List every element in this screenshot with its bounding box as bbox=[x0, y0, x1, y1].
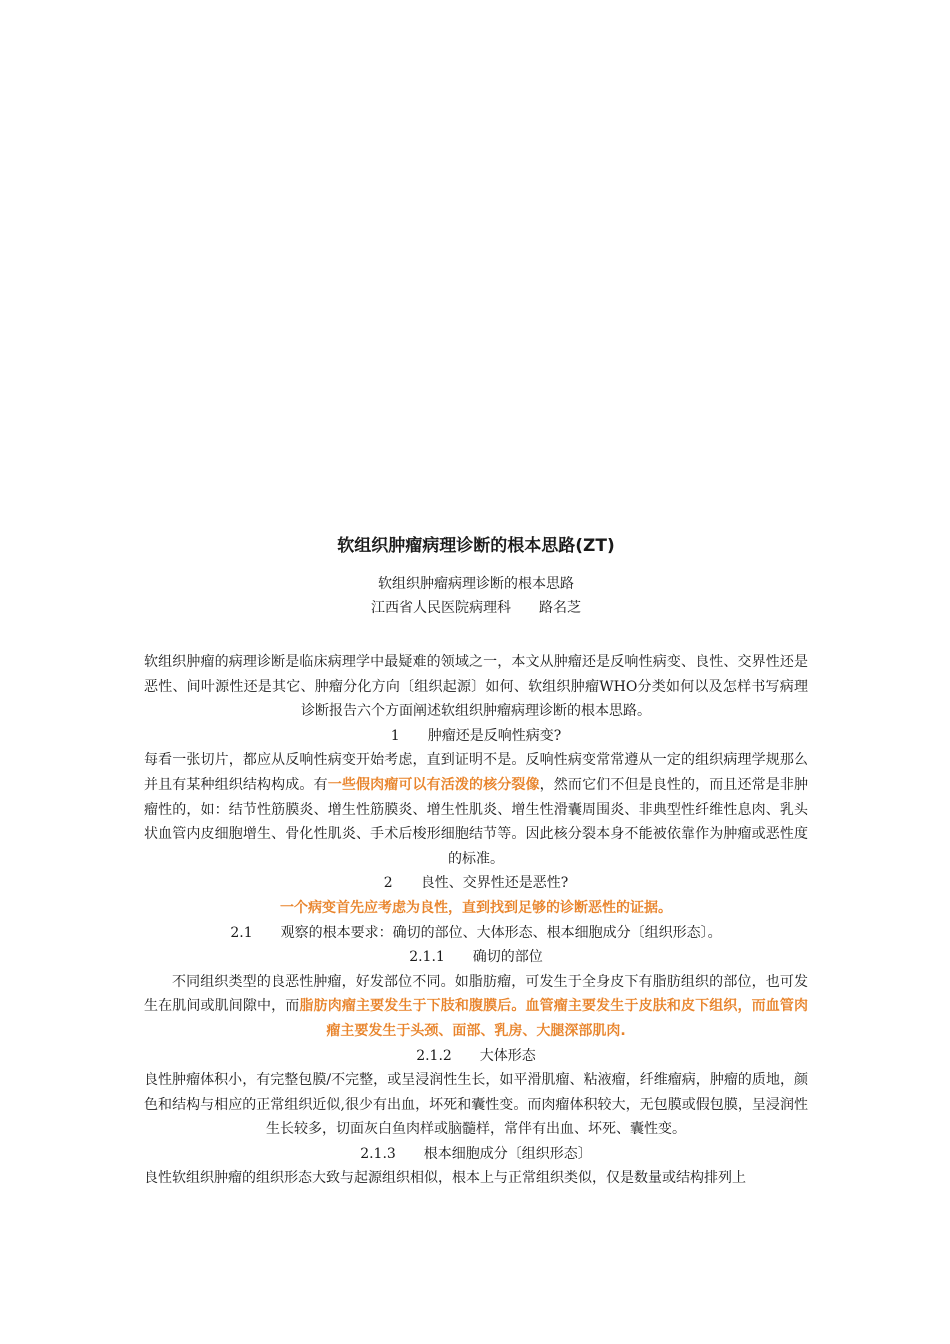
author-line: 江西省人民医院病理科 路名芝 bbox=[371, 600, 581, 616]
section-2-1-2-heading: 2.1.2 大体形态 bbox=[416, 1047, 536, 1064]
section-2-1-heading: 2.1 观察的根本要求：确切的部位、大体形态、根本细胞成分〔组织形态〕。 bbox=[230, 924, 722, 941]
document-title: 软组织肿瘤病理诊断的根本思路(ZT) bbox=[337, 536, 615, 556]
section-2-1-1-heading: 2.1.1 确切的部位 bbox=[409, 949, 543, 966]
intro-paragraph: 软组织肿瘤的病理诊断是临床病理学中最疑难的领域之一，本文从肿瘤还是反响性病变、良性、交界性还是恶性、间叶源性还是其它、肿瘤分化方向〔组织起源〕如何、软组织肿瘤WHO分类如何以及怎样书写病理诊断报告六个方面阐述软组织肿瘤病理诊断的根本思路。 bbox=[144, 654, 808, 720]
section-2-1-3-paragraph: 良性软组织肿瘤的组织形态大致与起源组织相似，根本上与正常组织类似，仅是数量或结构排列上 bbox=[144, 1170, 746, 1187]
highlight-text: 一些假肉瘤可以有活泼的核分裂像 bbox=[327, 776, 540, 793]
subtitle: 软组织肿瘤病理诊断的根本思路 bbox=[378, 576, 574, 592]
highlight-text: 脂肪肉瘤主要发生于下肢和腹膜后。血管瘤主要发生于皮肤和皮下组织，而血管肉瘤主要发生于头颈、面部、乳房、大腿深部肌肉. bbox=[299, 998, 809, 1039]
section-2-principle: 一个病变首先应考虑为良性，直到找到足够的诊断恶性的证据。 bbox=[280, 899, 672, 916]
section-2-1-3-heading: 2.1.3 根本细胞成分〔组织形态〕 bbox=[360, 1145, 592, 1162]
section-1-heading: 1 肿瘤还是反响性病变? bbox=[390, 727, 562, 744]
section-2-1-1-paragraph: 不同组织类型的良恶性肿瘤，好发部位不同。如脂肪瘤，可发生于全身皮下有脂肪组织的部位，也可发生在肌间或肌间隙中，而脂肪肉瘤主要发生于下肢和腹膜后。血管瘤主要发生于皮肤和皮下组织，而血管肉瘤主要发生于头颈、面部、乳房、大腿深部肌肉. bbox=[144, 973, 809, 1039]
section-2-1-2-paragraph: 良性肿瘤体积小，有完整包膜/不完整，或呈浸润性生长，如平滑肌瘤、粘液瘤，纤维瘤病，肿瘤的质地，颜色和结构与相应的正常组织近似,很少有出血，坏死和囊性变。而肉瘤体积较大，无包膜或假包膜，呈浸润性生长较多，切面灰白鱼肉样或脑髓样，常伴有出血、坏死、囊性变。 bbox=[144, 1072, 808, 1138]
document-page bbox=[144, 528, 808, 1191]
section-1-paragraph: 每看一张切片，都应从反响性病变开始考虑，直到证明不是。反响性病变常常遵从一定的组织病理学规那么并且有某种组织结构构成。有一些假肉瘤可以有活泼的核分裂像，然而它们不但是良性的，而且还常是非肿瘤性的，如：结节性筋膜炎、增生性筋膜炎、增生性肌炎、增生性滑囊周围炎、非典型性纤维性息肉、乳头状血管内皮细胞增生、骨化性肌炎、手术后梭形细胞结节等。因此核分裂本身不能被依靠作为肿瘤或恶性度的标准。 bbox=[144, 752, 809, 867]
section-2-heading: 2 良性、交界性还是恶性? bbox=[383, 875, 569, 892]
